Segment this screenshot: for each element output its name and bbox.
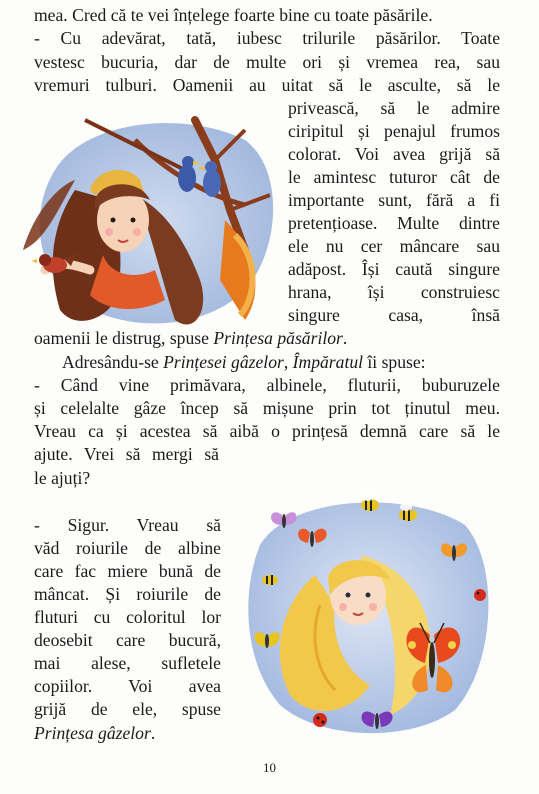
text-line: - Cu adevărat, tată, iubesc trilurile păsărilor. Toate <box>34 28 500 48</box>
text-line: ajute. Vrei să mergi să <box>34 444 219 464</box>
ladybug-icon <box>474 589 486 601</box>
text-line: și celelalte gâze încep să mișune prin tot ținutul meu. <box>34 398 500 418</box>
text-line: Vreau ca și acestea să aibă o prințesă demnă care să le <box>34 421 500 441</box>
text-line: privească, să le admire <box>288 98 500 118</box>
text-line: Prințesa gâzelor. <box>34 723 156 743</box>
princess-with-birds-illustration <box>15 100 290 340</box>
text-line: adăpost. Își caută singure <box>288 259 500 279</box>
text-line: oamenii le distrug, spuse Prințesa păsărilor. <box>34 328 348 348</box>
bee-icon <box>262 575 278 585</box>
text-line: copiilor. Voi avea <box>34 676 221 696</box>
princess-with-insects-illustration <box>240 485 502 747</box>
text-line: singure casa, însă <box>288 305 500 325</box>
bee-icon <box>361 493 379 511</box>
character-name: Prințesei gâzelor <box>163 352 284 372</box>
text-line: - Sigur. Vreau să <box>34 515 221 535</box>
character-name: Prințesa păsărilor <box>213 328 343 348</box>
text-line: Adresându-se Prințesei gâzelor, Împăratul îi spuse: <box>62 352 426 372</box>
text-line: văd roiurile de albine <box>34 538 221 558</box>
text-line: mai alese, sufletele <box>34 653 221 673</box>
character-name: Prințesa gâzelor <box>34 723 151 743</box>
text-line: mea. Cred că te vei înțelege foarte bine cu toate păsările. <box>34 5 433 25</box>
text-line: ele nu cer mâncare sau <box>288 236 500 256</box>
text-line: le amintesc tuturor cât de <box>288 167 500 187</box>
text-line: le ajuți? <box>34 468 91 488</box>
text-line: - Când vine primăvara, albinele, fluturii, buburuzele <box>34 375 500 395</box>
text-line: mâncat. Și roiurile de <box>34 584 221 604</box>
text-line: care fac miere bună de <box>34 561 221 581</box>
text-line: pretențioase. Multe dintre <box>288 213 500 233</box>
bee-icon <box>399 503 417 521</box>
text-line: vremuri tulburi. Oamenii au uitat să le asculte, să le <box>34 75 500 95</box>
character-name: Împăratul <box>292 352 364 372</box>
page-number: 10 <box>263 760 276 775</box>
text-line: ciripitul și penajul frumos <box>288 121 500 141</box>
text-line: deosebit care bucură, <box>34 630 221 650</box>
text-line: colorat. Voi avea grijă să <box>288 144 500 164</box>
text-line: fluturi cu coloritul lor <box>34 607 221 627</box>
text-line: grijă de ele, spuse <box>34 699 221 719</box>
ladybug-icon <box>313 713 327 727</box>
text-line: vestesc bucuria, dar de multe ori și vremea rea, sau <box>34 52 500 72</box>
text-line: importante sunt, fără a fi <box>288 190 500 210</box>
text-line: hrana, își construiesc <box>288 282 500 302</box>
